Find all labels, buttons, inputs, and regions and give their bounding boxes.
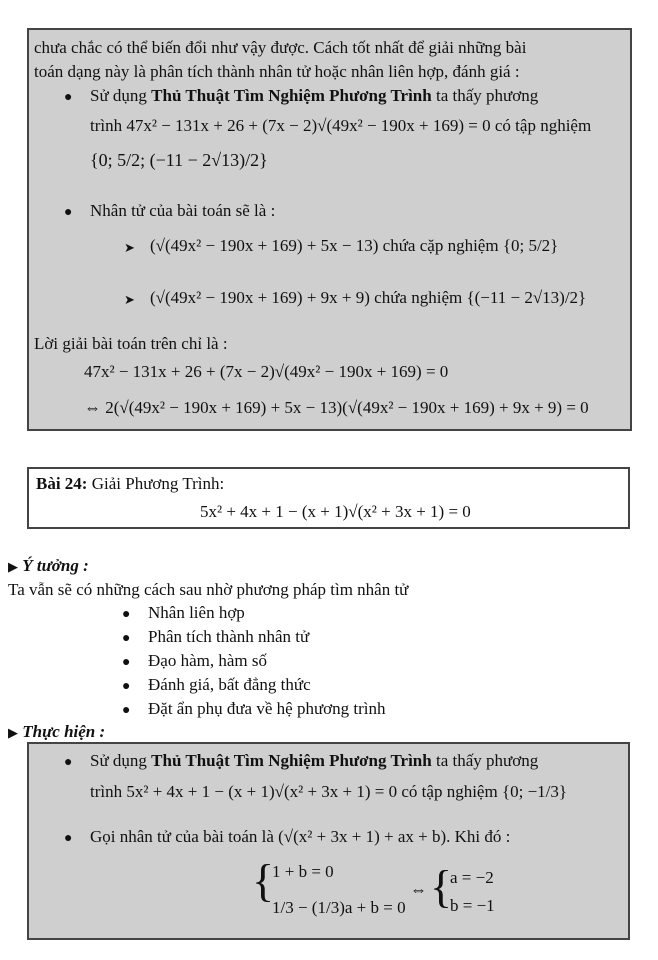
top-paragraph-line1: chưa chắc có thể biến đổi như vậy được. Cách tốt nhất để giải những bài (34, 38, 527, 57)
bullet-icon: ● (122, 679, 131, 694)
implement-bullet1-bold: Thủ Thuật Tìm Nghiệm Phương Trình (151, 751, 432, 770)
top-bullet1-post: ta thấy phương (431, 86, 539, 105)
top-equation-inline: 47x² − 131x + 26 + (7x − 2)√(49x² − 190x + 169) = 0 (126, 116, 491, 135)
factor2-line (150, 288, 586, 308)
system1-line2: 1/3 − (1/3)a + b = 0 (272, 898, 406, 917)
play-arrow-icon: ▶ (8, 559, 18, 574)
equivalence-symbol: ⇔ (410, 880, 427, 899)
top-bullet1-bold: Thủ Thuật Tìm Nghiệm Phương Trình (151, 86, 432, 105)
top-bullet1-line2 (90, 116, 591, 136)
implement-equation-inline: 5x² + 4x + 1 − (x + 1)√(x² + 3x + 1) = 0 (126, 782, 398, 801)
factor1-text: chứa cặp nghiệm (382, 236, 499, 255)
arrow-bullet-icon: ➤ (124, 240, 135, 255)
implement-bullet1-line1 (90, 751, 538, 771)
play-arrow-icon: ▶ (8, 725, 18, 740)
top-bullet1-trinh: trình (90, 116, 127, 135)
method-item: Nhân liên hợp (148, 603, 245, 622)
top-bullet1-taptnghiem: có tập nghiệm (494, 116, 592, 135)
method-item: Phân tích thành nhân tử (148, 627, 310, 646)
factor2-expression: (√(49x² − 190x + 169) + 9x + 9) (150, 288, 370, 307)
arrow-bullet-icon: ➤ (124, 292, 135, 307)
left-brace: { (252, 855, 275, 906)
top-bullet1-line1 (90, 86, 538, 106)
factor1-line (150, 236, 558, 256)
top-paragraph-line2: toán dạng này là phân tích thành nhân tử hoặc nhân liên hợp, đánh giá : (34, 62, 520, 81)
implement-bullet1-line2 (90, 782, 567, 802)
implement-trinh: trình (90, 782, 127, 801)
bullet-icon: ● (64, 90, 73, 105)
solution-equation2: ⇔ 2(√(49x² − 190x + 169) + 5x − 13)(√(49x² − 190x + 169) + 9x + 9) = 0 (84, 398, 589, 417)
method-item: Đánh giá, bất đẳng thức (148, 675, 311, 694)
implement-bullet1-pre: Sử dụng (90, 751, 152, 770)
implement-bullet2-pre: Gọi nhân tử của bài toán là (90, 827, 274, 846)
bullet-icon: ● (64, 205, 73, 220)
problem-title: Giải Phương Trình: (91, 474, 225, 493)
implement-heading (8, 722, 105, 742)
system2-line2: b = −1 (450, 896, 495, 915)
method-item: Đặt ẩn phụ đưa về hệ phương trình (148, 699, 386, 718)
implement-bullet2 (90, 827, 510, 847)
factor2-text: chứa nghiệm (374, 288, 463, 307)
implement-taptnghiem: có tập nghiệm (401, 782, 498, 801)
idea-heading-text: Ý tưởng : (22, 556, 89, 575)
top-solution-set: {0; 5/2; (−11 − 2√13)/2} (90, 150, 268, 170)
bullet-icon: ● (64, 755, 73, 770)
problem-title-line (36, 474, 224, 494)
factor1-expression: (√(49x² − 190x + 169) + 5x − 13) (150, 236, 379, 255)
bullet-icon: ● (122, 631, 131, 646)
factor2-set: {(−11 − 2√13)/2} (466, 288, 587, 307)
top-bullet2: Nhân tử của bài toán sẽ là : (90, 201, 276, 220)
implement-heading-text: Thực hiện : (22, 722, 106, 741)
bullet-icon: ● (122, 655, 131, 670)
solution-equation1: 47x² − 131x + 26 + (7x − 2)√(49x² − 190x + 169) = 0 (84, 362, 449, 381)
bullet-icon: ● (64, 831, 73, 846)
solution-label: Lời giải bài toán trên chỉ là : (34, 334, 228, 353)
implement-factor-expression: (√(x² + 3x + 1) + ax + b) (278, 827, 447, 846)
idea-intro: Ta vẫn sẽ có những cách sau nhờ phương pháp tìm nhân tử (8, 580, 409, 599)
implement-solution-set: {0; −1/3} (501, 782, 568, 801)
idea-heading (8, 556, 89, 576)
left-brace: { (430, 861, 453, 912)
top-bullet1-pre: Sử dụng (90, 86, 152, 105)
method-item: Đạo hàm, hàm số (148, 651, 267, 670)
bullet-icon: ● (122, 703, 131, 718)
bullet-icon: ● (122, 607, 131, 622)
implement-bullet1-post: ta thấy phương (431, 751, 539, 770)
system2-line1: a = −2 (450, 868, 494, 887)
problem-label: Bài 24: (36, 474, 88, 493)
problem-equation: 5x² + 4x + 1 − (x + 1)√(x² + 3x + 1) = 0 (200, 502, 471, 521)
implement-bullet2-post: . Khi đó : (446, 827, 511, 846)
system1-line1: 1 + b = 0 (272, 862, 334, 881)
factor1-set: {0; 5/2} (502, 236, 559, 255)
